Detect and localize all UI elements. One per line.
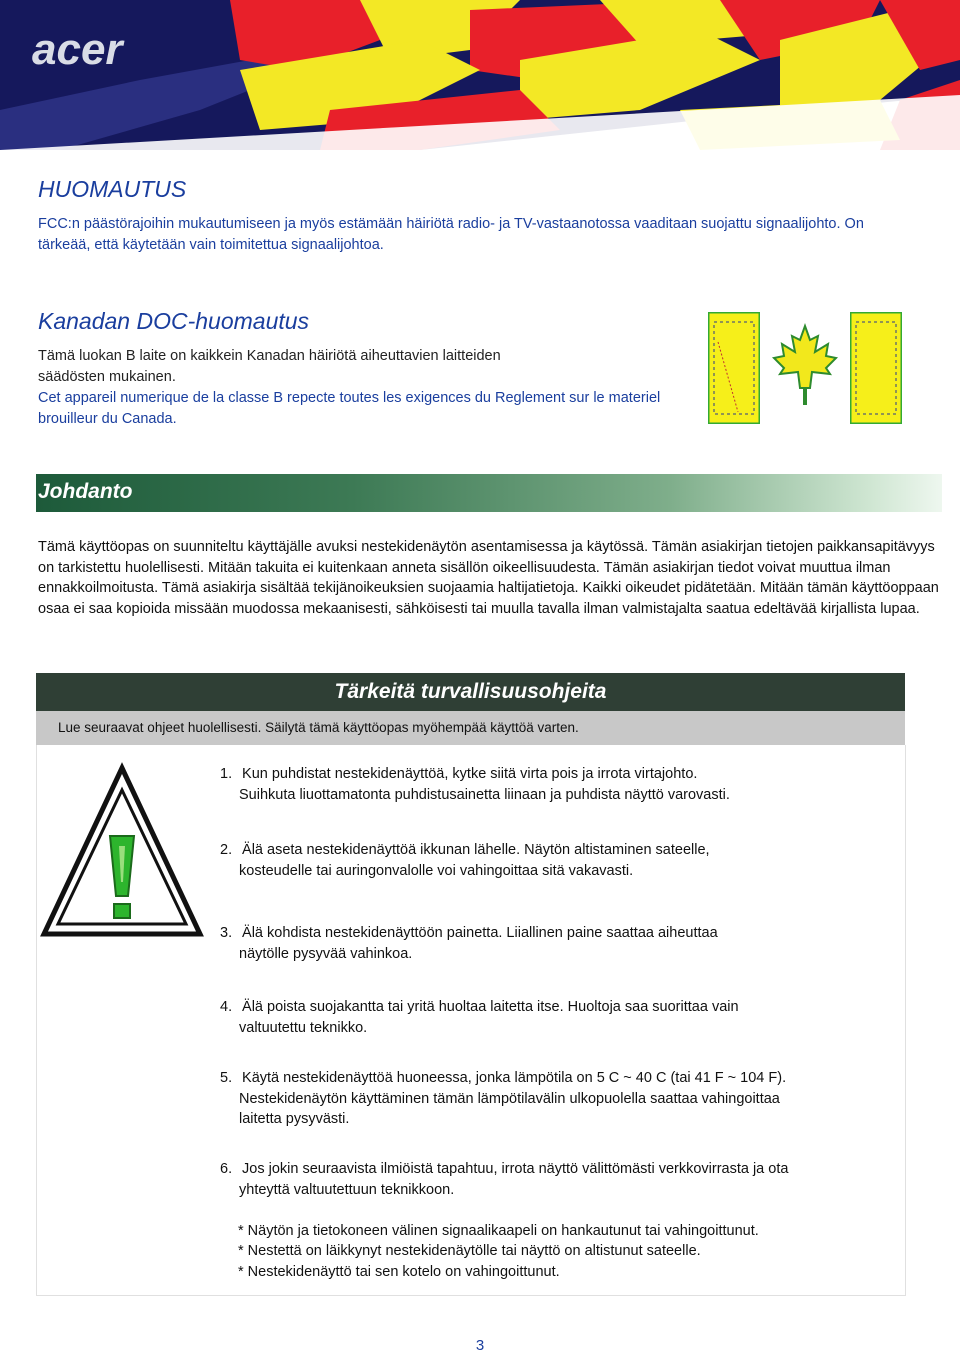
item-text: Nestekidenäytön käyttäminen tämän lämpötilavälin ulkopuolella saattaa vahingoittaa [239, 1090, 780, 1107]
safety-item-3 [220, 923, 900, 964]
safety-item-5 [220, 1068, 900, 1130]
canada-doc-text-fr: Cet appareil numerique de la classe B repecte toutes les exigences du Reglement sur le materiel brouilleur du Canada. [38, 390, 661, 427]
safety-item-4 [220, 997, 900, 1038]
item-number: 1. [220, 766, 233, 782]
header-banner [0, 0, 960, 160]
item-text: yhteyttä valtuutettuun teknikkoon. [239, 1181, 455, 1198]
item-text: laitetta pysyvästi. [239, 1111, 350, 1127]
safety-subtitle: Lue seuraavat ohjeet huolellisesti. Säilytä tämä käyttöopas myöhempää käyttöä varten. [58, 720, 579, 735]
item-text: Älä aseta nestekidenäyttöä ikkunan lähelle. Näytön altistaminen sateelle, [242, 842, 710, 858]
item-text: Suihkuta liuottamatonta puhdistusainetta liinaan ja puhdista näyttö varovasti. [239, 786, 730, 803]
introduction-title: Johdanto [38, 480, 133, 503]
item-number: 3. [220, 925, 233, 941]
item-text: näytölle pysyvää vahinkoa. [239, 945, 413, 962]
item-text: valtuutettu teknikko. [239, 1019, 368, 1036]
warning-triangle-icon [40, 762, 204, 942]
canada-flag-icon [708, 312, 902, 424]
banner-graphic [0, 0, 960, 160]
bullet-item: * Nestettä on läikkynyt nestekidenäytölle tai näyttö on altistunut sateelle. [238, 1243, 701, 1259]
safety-item-6 [220, 1159, 900, 1200]
bullet-item: * Nestekidenäyttö tai sen kotelo on vahingoittunut. [238, 1264, 560, 1280]
item-text: Älä kohdista nestekidenäyttöön painetta. Liiallinen paine saattaa aiheuttaa [242, 925, 718, 941]
safety-item-2 [220, 840, 900, 881]
item-number: 4. [220, 999, 233, 1015]
fcc-notice-text: FCC:n päästörajoihin mukautumiseen ja myös estämään häiriötä radio- ja TV-vastaanotossa vaaditaan suojattu signaalijohto. On tärkeää, että käytetään vain toimitettua signaalijohtoa. [38, 216, 864, 253]
item-number: 2. [220, 842, 233, 858]
acer-logo: acer [32, 25, 123, 74]
item-text: kosteudelle tai auringonvalolle voi vahingoittaa sitä vakavasti. [239, 862, 634, 879]
safety-title: Tärkeitä turvallisuusohjeita [334, 680, 607, 703]
item-number: 6. [220, 1161, 233, 1177]
item-text: Jos jokin seuraavista ilmiöistä tapahtuu, irrota näyttö välittömästi verkkovirrasta ja ota [242, 1161, 789, 1177]
item-text: Kun puhdistat nestekidenäyttöä, kytke siitä virta pois ja irrota virtajohto. [242, 766, 698, 782]
safety-subtitle-bar [36, 711, 905, 745]
introduction-header-bar [36, 474, 942, 512]
item-text: Käytä nestekidenäyttöä huoneessa, jonka lämpötila on 5 C ~ 40 C (tai 41 F ~ 104 F). [242, 1070, 787, 1086]
canada-doc-text-fi: Tämä luokan B laite on kaikkein Kanadan häiriötä aiheuttavien laitteiden säädösten mukainen. [38, 348, 501, 385]
safety-header-bar [36, 673, 905, 711]
notice-title: HUOMAUTUS [38, 176, 187, 202]
introduction-text: Tämä käyttöopas on suunniteltu käyttäjälle avuksi nestekidenäytön asentamisessa ja käytössä. Tämän asiakirjan tietojen paikkansapitävyys on tarkistettu huolellisesti. Mitään takuita ei kuitenkaan anneta sisällön oikeellisuudesta. Tämän asiakirjan tiedot voivat muuttua ilman ennakkoilmoitusta. Tämä asiakirja sisältää tekijänoikeuksien suojaamia haltijatietoja. Kaikki oikeudet pidätetään. Mitään tämän käyttöoppaan osaa ei saa kopioida missään muodossa mekaanisesti, sähköisesti tai muulla tavalla ilman valmistajalta saatua edeltävää kirjallista lupaa. [38, 539, 939, 617]
safety-item-1 [220, 764, 900, 805]
item-number: 5. [220, 1070, 233, 1086]
bullet-item: * Näytön ja tietokoneen välinen signaalikaapeli on hankautunut tai vahingoittunut. [238, 1223, 759, 1239]
canada-doc-title: Kanadan DOC-huomautus [38, 308, 310, 334]
page-number: 3 [475, 1337, 485, 1354]
item-text: Älä poista suojakantta tai yritä huoltaa laitetta itse. Huoltoja saa suorittaa vain [242, 999, 739, 1015]
